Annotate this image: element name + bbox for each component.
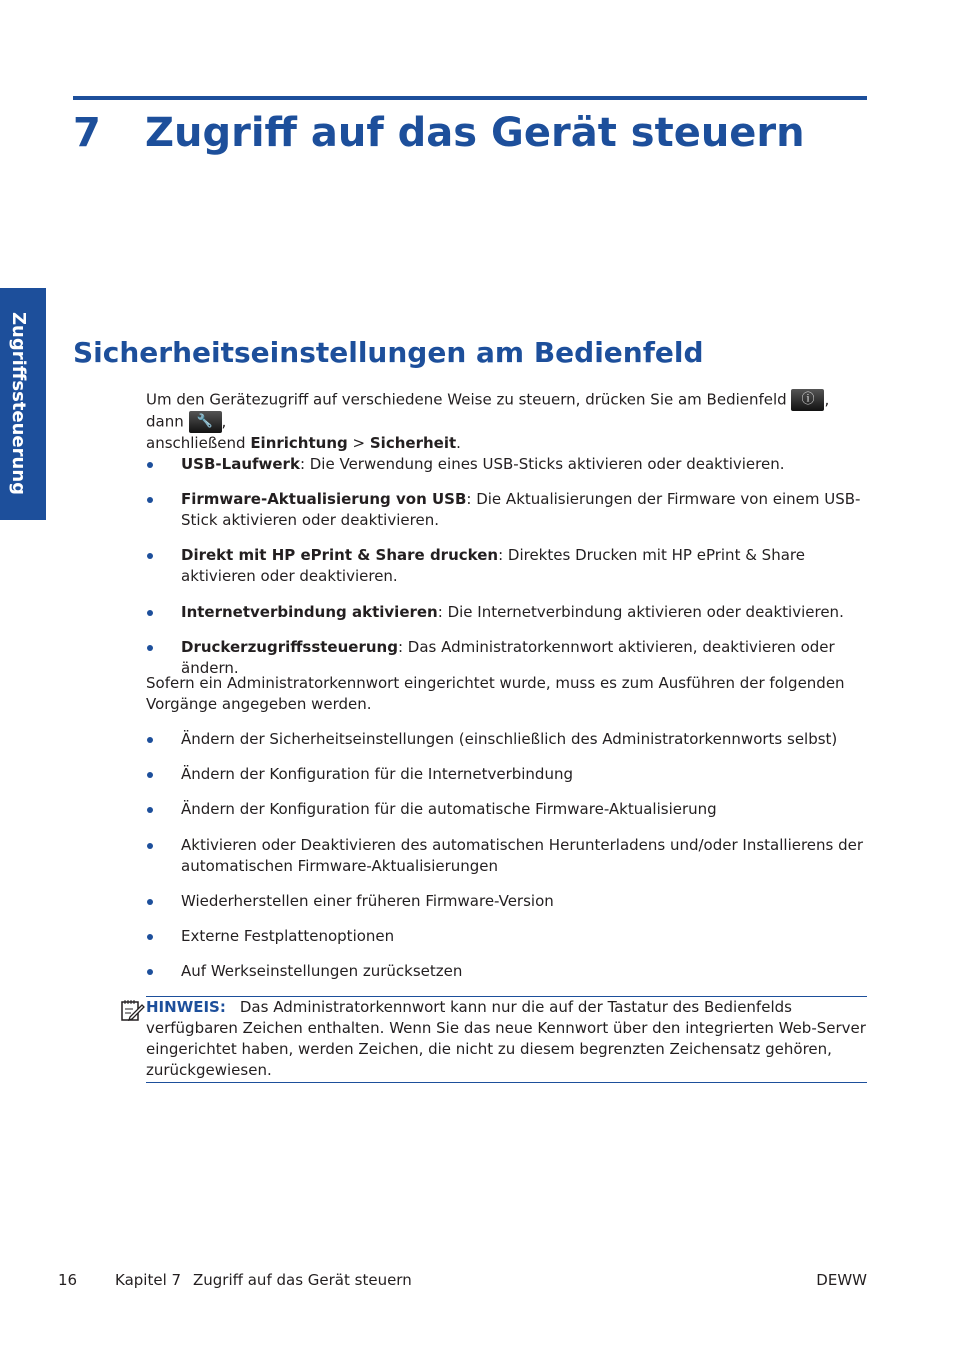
bullet-icon <box>147 934 153 940</box>
item-text: Aktivieren oder Deaktivieren des automatischen Herunterladens und/oder Installierens der automatischen Firmware-Aktualisierungen <box>181 836 864 875</box>
chapter-rule <box>73 96 867 100</box>
intro-text: Um den Gerätezugriff auf verschiedene Weise zu steuern, drücken Sie am Bedienfeld <box>146 390 792 409</box>
paragraph: Sofern ein Administratorkennwort eingerichtet wurde, muss es zum Ausführen der folgenden Vorgänge angegeben werden. <box>146 674 845 713</box>
item-text: Ändern der Konfiguration für die automatische Firmware-Aktualisierung <box>181 800 717 818</box>
chapter-title: Zugriff auf das Gerät steuern <box>145 110 805 156</box>
item-text: : Die Aktualisierungen der Firmware von einem USB-Stick aktivieren oder deaktivieren. <box>181 490 861 529</box>
separator: > <box>347 434 370 452</box>
intro-text: anschließend <box>146 434 251 452</box>
footer-chapter: Kapitel 7 <box>115 1271 182 1289</box>
note-text: Das Administratorkennwort kann nur die auf der Tastatur des Bedienfelds verfügbaren Zeichen enthalten. Wenn Sie das neue Kennwort über den integrierten Web-Server eingerichtet haben, werden Zeichen, die nicht zu diesem begrenzten Zeichensatz gehören, zurückgewiesen. <box>146 998 866 1079</box>
side-tab-label: Zugriffssteuerung <box>8 312 29 496</box>
item-term: Firmware-Aktualisierung von USB <box>181 490 467 508</box>
info-icon: ⓘ <box>791 389 824 411</box>
intro-text: . <box>456 434 461 452</box>
list-item <box>181 602 871 623</box>
bullet-icon <box>147 807 153 813</box>
item-text: Wiederherstellen einer früheren Firmware-Version <box>181 892 554 910</box>
menu-security: Sicherheit <box>369 434 457 452</box>
item-text: Ändern der Konfiguration für die Internetverbindung <box>181 765 573 783</box>
intro-text: , dann <box>146 390 830 431</box>
bullet-icon <box>147 969 153 975</box>
item-text: Auf Werkseinstellungen zurücksetzen <box>181 962 463 980</box>
bullet-icon <box>147 899 153 905</box>
list-item <box>181 545 871 587</box>
chapter-heading <box>73 110 805 156</box>
footer-title: Zugriff auf das Gerät steuern <box>193 1271 412 1289</box>
chapter-number: 7 <box>73 110 101 156</box>
list-item <box>181 961 871 982</box>
wrench-icon: 🔧 <box>189 411 222 433</box>
list-item <box>181 835 871 877</box>
list-item <box>181 729 871 750</box>
page-number: 16 <box>58 1271 78 1289</box>
list-item <box>181 489 871 531</box>
intro-text: , <box>221 412 227 431</box>
item-text: : Die Verwendung eines USB-Sticks aktivieren oder deaktivieren. <box>299 455 785 473</box>
list-item <box>181 764 871 785</box>
bullet-icon <box>147 497 153 503</box>
section-title: Sicherheitseinstellungen am Bedienfeld <box>73 336 704 369</box>
list-item <box>181 926 871 947</box>
item-text: Externe Festplattenoptionen <box>181 927 395 945</box>
bullet-icon <box>147 645 153 651</box>
item-term: Internetverbindung aktivieren <box>181 603 438 621</box>
bullet-icon <box>147 462 153 468</box>
footer-code: DEWW <box>816 1271 867 1289</box>
item-term: USB-Laufwerk <box>181 455 300 473</box>
menu-setup: Einrichtung <box>250 434 348 452</box>
note-box <box>146 996 867 1083</box>
intro-paragraph <box>146 389 868 454</box>
item-term: Druckerzugriffssteuerung <box>181 638 398 656</box>
list-item <box>181 454 871 475</box>
item-term: Direkt mit HP ePrint & Share drucken <box>181 546 499 564</box>
bullet-icon <box>147 843 153 849</box>
item-text: : Die Internetverbindung aktivieren oder deaktivieren. <box>437 603 844 621</box>
bullet-icon <box>147 610 153 616</box>
side-tab <box>0 288 46 520</box>
item-text: : Direktes Drucken mit HP ePrint & Share aktivieren oder deaktivieren. <box>181 546 805 585</box>
note-pencil-icon <box>120 998 146 1022</box>
bullet-icon <box>147 553 153 559</box>
list-item <box>181 799 871 820</box>
bullet-icon <box>147 737 153 743</box>
list-item <box>181 891 871 912</box>
note-label: HINWEIS: <box>146 998 226 1016</box>
bullet-icon <box>147 772 153 778</box>
item-text: : Das Administratorkennwort aktivieren, deaktivieren oder ändern. <box>181 638 835 677</box>
item-text: Ändern der Sicherheitseinstellungen (einschließlich des Administratorkennworts selbst) <box>181 730 838 748</box>
